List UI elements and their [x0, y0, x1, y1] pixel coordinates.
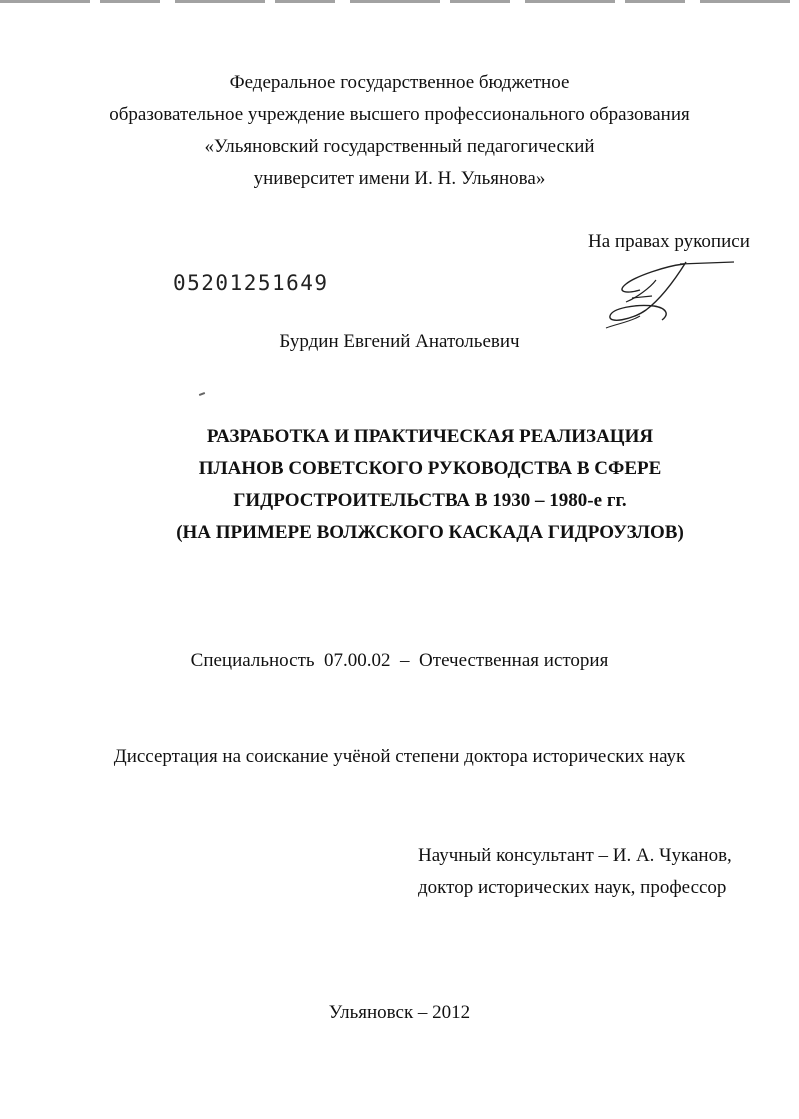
title-line-4: (НА ПРИМЕРЕ ВОЛЖСКОГО КАСКАДА ГИДРОУЗЛОВ) [176, 522, 684, 543]
library-catalog-number: 05201251649 [173, 271, 329, 295]
title-line-2: ПЛАНОВ СОВЕТСКОГО РУКОВОДСТВА В СФЕРЕ [198, 458, 662, 479]
degree-line: Диссертация на соискание учёной степени доктора исторических наук [113, 746, 686, 767]
scan-speck [199, 392, 205, 396]
title-line-1: РАЗРАБОТКА И ПРАКТИЧЕСКАЯ РЕАЛИЗАЦИЯ [206, 426, 654, 447]
title-line-3: ГИДРОСТРОИТЕЛЬСТВА В 1930 – 1980-е гг. [233, 490, 627, 511]
consultant-line-1: Научный консультант – И. А. Чуканов, [418, 845, 732, 866]
place-year: Ульяновск – 2012 [328, 1002, 471, 1023]
institution-line-3: «Ульяновский государственный педагогический [204, 136, 595, 157]
author-name: Бурдин Евгений Анатольевич [279, 331, 520, 352]
specialty-line: Специальность 07.00.02 – Отечественная история [190, 650, 609, 671]
signature-icon [596, 258, 736, 330]
institution-line-1: Федеральное государственное бюджетное [229, 72, 570, 93]
scan-edge-line [0, 0, 799, 3]
consultant-line-2: доктор исторических наук, профессор [418, 877, 727, 898]
institution-line-2: образовательное учреждение высшего профессионального образования [109, 104, 690, 125]
institution-line-4: университет имени И. Н. Ульянова» [253, 168, 546, 189]
manuscript-rights-note: На правах рукописи [588, 231, 750, 252]
